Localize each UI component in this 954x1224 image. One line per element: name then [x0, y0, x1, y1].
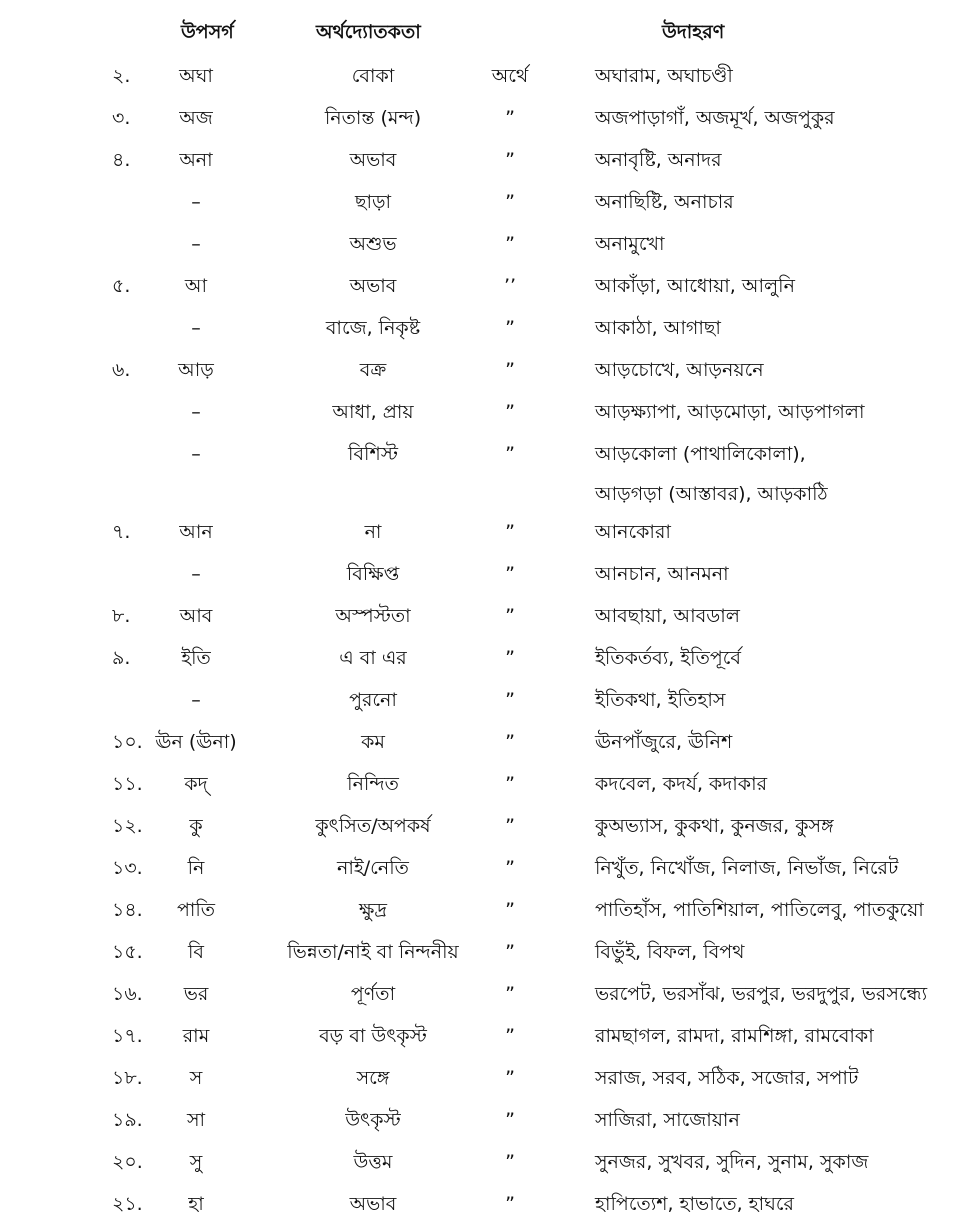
example-line: কুঅভ্যাস, কুকথা, কুনজর, কুসঙ্গ	[595, 815, 834, 837]
example-line: অনাবৃষ্টি, অনাদর	[595, 149, 722, 171]
example-line: রামছাগল, রামদা, রামশিঙ্গা, রামবোকা	[595, 1025, 874, 1047]
example-line: আবছায়া, আবডাল	[595, 605, 740, 627]
meaning-cell: বক্র	[359, 359, 387, 381]
example-line: অনামুখো	[595, 233, 665, 255]
meaning-cell: নিতান্ত (মন্দ)	[324, 107, 422, 129]
row-number: ১৭.	[112, 1025, 143, 1047]
row-number: ১০.	[112, 731, 143, 753]
meaning-cell: নিন্দিত	[347, 773, 399, 795]
prefix-cell: –	[191, 233, 201, 255]
examples-cell	[595, 140, 722, 180]
ditto-mark: ”	[505, 1067, 515, 1089]
row-number: ১৮.	[112, 1067, 143, 1089]
ditto-mark: ”	[505, 443, 515, 465]
header-prefix: উপসর্গ	[181, 21, 234, 43]
meaning-cell: না	[364, 521, 382, 543]
ditto-mark: ”	[505, 689, 515, 711]
example-line: ভরপেট, ভরসাঁঝ, ভরপুর, ভরদুপুর, ভরসন্ধ্যে	[595, 983, 928, 1005]
meaning-cell: বাজে, নিকৃষ্ট	[325, 317, 421, 339]
meaning-cell: বোকা	[351, 65, 395, 87]
examples-cell	[595, 1016, 874, 1056]
ditto-mark: ”	[505, 731, 515, 753]
examples-cell	[595, 848, 898, 888]
ditto-mark: ”	[505, 1025, 515, 1047]
example-line: আড়ক্ষ্যাপা, আড়মোড়া, আড়পাগলা	[595, 401, 865, 423]
ditto-mark: ”	[505, 563, 515, 585]
prefix-cell: পাতি	[176, 899, 216, 921]
examples-cell	[595, 554, 729, 594]
prefix-cell: কদ্	[184, 773, 208, 795]
meaning-cell: অভাব	[349, 275, 397, 297]
ditto-mark: ”	[505, 521, 515, 543]
example-line: কদবেল, কদর্য, কদাকার	[595, 773, 768, 795]
examples-cell	[595, 512, 671, 552]
row-number: ২০.	[112, 1151, 143, 1173]
meaning-cell: কম	[361, 731, 385, 753]
examples-cell	[595, 1058, 858, 1098]
example-line: পাতিহাঁস, পাতিশিয়াল, পাতিলেবু, পাতকুয়ো	[595, 899, 924, 921]
ditto-mark: ”	[505, 149, 515, 171]
ditto-mark: ”	[505, 815, 515, 837]
prefix-cell: রাম	[182, 1025, 210, 1047]
examples-cell	[595, 98, 835, 138]
examples-cell	[595, 1184, 794, 1224]
ditto-mark: ”	[505, 107, 515, 129]
prefix-cell: আ	[184, 275, 208, 297]
row-number: ১৪.	[112, 899, 143, 921]
meaning-cell: সঙ্গে	[356, 1067, 390, 1089]
meaning-cell: অস্পস্টতা	[335, 605, 411, 627]
examples-cell	[595, 932, 744, 972]
row-number: ১৫.	[112, 941, 143, 963]
example-line: অজপাড়াগাঁ, অজমূর্খ, অজপুকুর	[595, 107, 835, 129]
ditto-mark: ’’	[503, 275, 517, 297]
meaning-cell: বড় বা উৎকৃস্ট	[319, 1025, 427, 1047]
row-number: ৪.	[112, 149, 131, 171]
meaning-cell: অশুভ	[349, 233, 397, 255]
row-number: ১১.	[112, 773, 143, 795]
ditto-mark: ”	[505, 317, 515, 339]
prefix-cell: কু	[189, 815, 203, 837]
prefix-cell: বি	[187, 941, 204, 963]
ditto-mark: ”	[505, 233, 515, 255]
row-number: ২.	[112, 65, 131, 87]
example-line: আনকোরা	[595, 521, 671, 543]
row-number: ১৬.	[112, 983, 143, 1005]
examples-cell	[595, 722, 732, 762]
example-line: হাপিত্যেশ, হাভাতে, হাঘরে	[595, 1193, 794, 1215]
prefix-cell: ঊন (ঊনা)	[155, 731, 237, 753]
ditto-mark: ”	[505, 983, 515, 1005]
meaning-cell: ছাড়া	[354, 191, 392, 213]
examples-cell	[595, 392, 864, 432]
row-number: ৬.	[112, 359, 131, 381]
meaning-cell: নাই/নেতি	[337, 857, 409, 879]
example-line: ইতিকর্তব্য, ইতিপূর্বে	[595, 647, 741, 669]
prefix-cell: ভর	[183, 983, 209, 1005]
example-line: ঊনপাঁজুরে, ঊনিশ	[595, 731, 733, 753]
prefix-cell: আড়	[178, 359, 214, 381]
examples-cell	[595, 890, 924, 930]
ditto-mark: ”	[505, 359, 515, 381]
meaning-cell: ক্ষুদ্র	[358, 899, 388, 921]
example-line: আকাঁড়া, আধোয়া, আলুনি	[595, 275, 795, 297]
examples-cell	[595, 806, 834, 846]
prefix-cell: অনা	[179, 149, 213, 171]
ditto-mark: ”	[505, 1109, 515, 1131]
meaning-cell: উৎকৃস্ট	[345, 1109, 401, 1131]
prefix-cell: –	[191, 443, 201, 465]
meaning-cell: পূর্ণতা	[350, 983, 396, 1005]
example-line: ইতিকথা, ইতিহাস	[595, 689, 726, 711]
examples-cell	[595, 680, 725, 720]
row-number: ৩.	[112, 107, 131, 129]
examples-cell	[595, 224, 664, 264]
example-line: অনাছিষ্টি, অনাচার	[595, 191, 734, 213]
example-line: আড়কোলা (পাথালিকোলা),	[595, 443, 806, 465]
ditto-mark: ”	[505, 647, 515, 669]
header-example: উদাহরণ	[662, 21, 725, 43]
row-number: ১৯.	[112, 1109, 143, 1131]
examples-cell	[595, 350, 764, 390]
prefix-cell: অজ	[179, 107, 213, 129]
meaning-cell: পুরনো	[349, 689, 397, 711]
ditto-mark: ”	[505, 1151, 515, 1173]
prefix-cell: সু	[189, 1151, 203, 1173]
ditto-mark: ”	[505, 773, 515, 795]
ditto-mark: ”	[505, 605, 515, 627]
header-meaning: অর্থদ্যোতকতা	[316, 21, 421, 43]
prefix-cell: হা	[188, 1193, 204, 1215]
meaning-cell: বিশিস্ট	[348, 443, 398, 465]
prefix-cell: সা	[186, 1109, 206, 1131]
meaning-cell: কুৎসিত/অপকর্ষ	[315, 815, 431, 837]
row-number: ১৩.	[112, 857, 143, 879]
examples-cell	[595, 974, 927, 1014]
example-line: আকাঠা, আগাছা	[595, 317, 721, 339]
meaning-cell: এ বা এর	[339, 647, 407, 669]
examples-cell	[595, 596, 740, 636]
example-line: সুনজর, সুখবর, সুদিন, সুনাম, সুকাজ	[595, 1151, 869, 1173]
example-line: সাজিরা, সাজোয়ান	[595, 1109, 740, 1131]
row-number: ৮.	[112, 605, 131, 627]
meaning-cell: আধা, প্রায়	[332, 401, 414, 423]
examples-cell	[595, 764, 767, 804]
examples-cell	[595, 266, 795, 306]
examples-cell	[595, 1100, 740, 1140]
prefix-cell: –	[191, 191, 201, 213]
prefix-cell: আন	[179, 521, 213, 543]
ditto-mark: ”	[505, 191, 515, 213]
prefix-cell: অঘা	[179, 65, 213, 87]
examples-cell	[595, 1142, 868, 1182]
meaning-cell: অভাব	[349, 149, 397, 171]
ditto-mark: ”	[505, 857, 515, 879]
prefix-cell: স	[189, 1067, 203, 1089]
row-number: ৯.	[112, 647, 131, 669]
ditto-mark: ”	[505, 401, 515, 423]
prefix-cell: ইতি	[181, 647, 211, 669]
examples-cell	[595, 56, 733, 96]
example-line: আড়চোখে, আড়নয়নে	[595, 359, 764, 381]
example-line: বিভুঁই, বিফল, বিপথ	[595, 941, 745, 963]
prefix-cell: আব	[179, 605, 213, 627]
example-line: সরাজ, সরব, সঠিক, সজোর, সপাট	[595, 1067, 859, 1089]
row-number: ৫.	[112, 275, 131, 297]
row-number: ১২.	[112, 815, 143, 837]
prefix-cell: নি	[187, 857, 205, 879]
prefix-cell: –	[191, 563, 201, 585]
meaning-cell: বিক্ষিপ্ত	[346, 563, 400, 585]
examples-cell	[595, 434, 828, 514]
example-line: অঘারাম, অঘাচণ্ডী	[595, 65, 733, 87]
meaning-cell: অভাব	[349, 1193, 397, 1215]
meaning-cell: ভিন্নতা/নাই বা নিন্দনীয়	[287, 941, 459, 963]
example-line: নিখুঁত, নিখোঁজ, নিলাজ, নিভাঁজ, নিরেট	[595, 857, 899, 879]
ditto-mark: ”	[505, 941, 515, 963]
examples-cell	[595, 638, 741, 678]
meaning-cell: উত্তম	[353, 1151, 393, 1173]
prefix-cell: –	[191, 689, 201, 711]
examples-cell	[595, 308, 721, 348]
example-line: আড়গড়া (আস্তাবর), আড়কাঠি	[595, 483, 828, 505]
ditto-mark: ”	[505, 1193, 515, 1215]
example-line: আনচান, আনমনা	[595, 563, 729, 585]
row-number: ৭.	[112, 521, 131, 543]
prefix-cell: –	[191, 401, 201, 423]
ditto-mark: ”	[505, 899, 515, 921]
ditto-mark: অর্থে	[491, 65, 529, 87]
examples-cell	[595, 182, 734, 222]
row-number: ২১.	[112, 1193, 143, 1215]
prefix-cell: –	[191, 317, 201, 339]
